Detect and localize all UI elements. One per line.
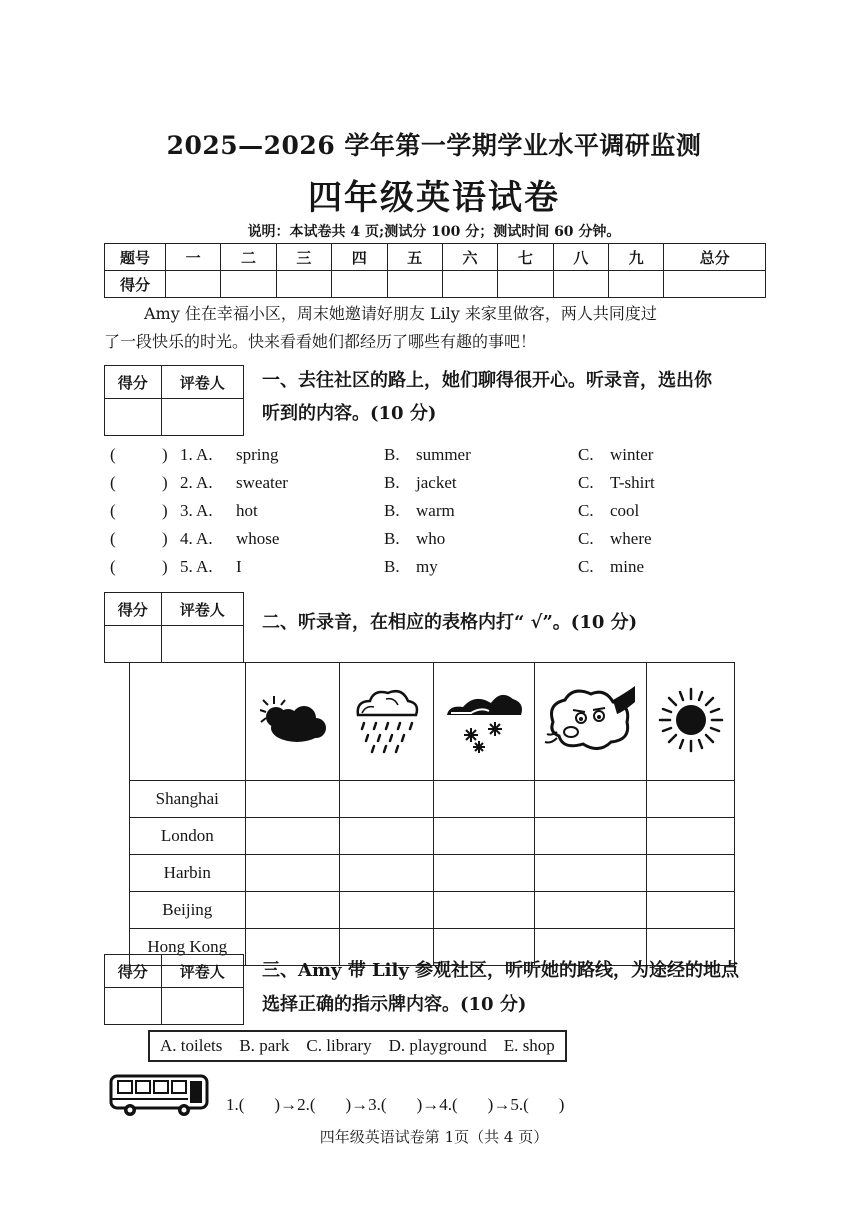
route-end: ) <box>558 1095 565 1114</box>
option-b-text: summer <box>416 445 471 464</box>
sun-icon <box>647 663 735 781</box>
option-c-label: C. <box>578 557 594 576</box>
score-cell[interactable] <box>664 271 766 298</box>
wind-icon <box>535 663 647 781</box>
question-number: 4. A. <box>180 529 213 548</box>
question-row <box>0 445 868 469</box>
option-c-label: C. <box>578 473 594 492</box>
section2-grader-box <box>104 592 244 663</box>
grader-name-label: 评卷人 <box>161 955 243 988</box>
score-cell[interactable] <box>553 271 608 298</box>
section1-title-line1: 一、去往社区的路上，她们聊得很开心。听录音，选出你 <box>262 370 712 391</box>
table-row <box>130 855 735 892</box>
score-table <box>104 243 766 298</box>
tick-cell[interactable] <box>245 855 339 892</box>
option-c-label: C. <box>578 501 594 520</box>
score-cell[interactable] <box>276 271 331 298</box>
grader-score-cell[interactable] <box>105 399 162 436</box>
tick-cell[interactable] <box>339 892 433 929</box>
tick-cell[interactable] <box>245 892 339 929</box>
exam-title-line1: 2025—2026 学年第一学期学业水平调研监测 <box>166 131 702 160</box>
weather-icon-row <box>130 663 735 781</box>
grader-score-label: 得分 <box>105 593 162 626</box>
score-cell[interactable] <box>442 271 497 298</box>
score-cell[interactable] <box>498 271 553 298</box>
table-row <box>130 818 735 855</box>
answer-paren-open[interactable]: ( <box>110 529 116 548</box>
answer-paren-close: ) <box>162 557 168 576</box>
tick-cell[interactable] <box>647 855 735 892</box>
grader-name-cell[interactable] <box>161 626 243 663</box>
question-row <box>0 501 868 525</box>
score-cell[interactable] <box>221 271 276 298</box>
rain-icon <box>339 663 433 781</box>
option-b-label: B. <box>384 445 400 464</box>
tick-cell[interactable] <box>535 781 647 818</box>
bus-icon <box>108 1072 212 1122</box>
score-col-1: 一 <box>166 244 221 271</box>
score-col-9: 九 <box>609 244 664 271</box>
tick-cell[interactable] <box>433 855 535 892</box>
option-b-label: B. <box>384 557 400 576</box>
score-cell[interactable] <box>332 271 387 298</box>
sign-options-box <box>148 1030 567 1062</box>
section3-title-line1: 三、Amy 带 Lily 参观社区，听听她的路线，为途经的地点 <box>262 960 740 981</box>
city-name: Beijing <box>130 892 246 929</box>
tick-cell[interactable] <box>647 892 735 929</box>
exam-note: 说明：本试卷共 4 页;测试分 100 分；测试时间 60 分钟。 <box>247 224 621 240</box>
answer-paren-close: ) <box>162 529 168 548</box>
answer-paren-close: ) <box>162 501 168 520</box>
tick-cell[interactable] <box>647 818 735 855</box>
score-col-3: 三 <box>276 244 331 271</box>
option-b-label: B. <box>384 529 400 548</box>
grader-score-label: 得分 <box>105 366 162 399</box>
section3-grader-box <box>104 954 244 1025</box>
score-cell[interactable] <box>387 271 442 298</box>
grader-name-label: 评卷人 <box>161 593 243 626</box>
answer-paren-open[interactable]: ( <box>110 473 116 492</box>
answer-paren-open[interactable]: ( <box>110 501 116 520</box>
question-row <box>0 529 868 553</box>
route-blank-1[interactable]: 1.( <box>226 1095 245 1114</box>
section2-title: 二、听录音，在相应的表格内打“ √”。(10 分) <box>262 612 638 633</box>
option-e: E. shop <box>503 1036 555 1055</box>
option-c-text: mine <box>610 557 644 576</box>
option-c-label: C. <box>578 445 594 464</box>
option-c-label: C. <box>578 529 594 548</box>
question-number: 1. A. <box>180 445 213 464</box>
question-number: 3. A. <box>180 501 213 520</box>
option-a-text: whose <box>236 529 280 548</box>
tick-cell[interactable] <box>535 818 647 855</box>
route-sequence <box>226 1095 564 1115</box>
tick-cell[interactable] <box>339 855 433 892</box>
option-b-text: warm <box>416 501 455 520</box>
route-blank-4[interactable]: )→4.( <box>416 1095 458 1114</box>
score-table-row2-label: 得分 <box>105 271 166 298</box>
grader-name-cell[interactable] <box>161 399 243 436</box>
intro-line1: Amy 住在幸福小区，周末她邀请好朋友 Lily 来家里做客，两人共同度过 <box>144 304 657 323</box>
table-row <box>130 781 735 818</box>
section1-title-line2: 听到的内容。(10 分) <box>262 403 437 424</box>
score-col-7: 七 <box>498 244 553 271</box>
intro-line2: 了一段快乐的时光。快来看看她们都经历了哪些有趣的事吧！ <box>104 332 537 351</box>
answer-paren-close: ) <box>162 445 168 464</box>
score-table-score-row <box>105 271 766 298</box>
tick-cell[interactable] <box>647 781 735 818</box>
tick-cell[interactable] <box>535 892 647 929</box>
question-row <box>0 473 868 497</box>
question-row <box>0 557 868 581</box>
option-c-text: winter <box>610 445 654 464</box>
section1-grader-box <box>104 365 244 436</box>
tick-cell[interactable] <box>433 818 535 855</box>
option-c-text: cool <box>610 501 640 520</box>
option-d: D. playground <box>388 1036 487 1055</box>
tick-cell[interactable] <box>433 892 535 929</box>
option-b-text: who <box>416 529 446 548</box>
option-b: B. park <box>239 1036 290 1055</box>
grader-name-label: 评卷人 <box>161 366 243 399</box>
city-name: London <box>130 818 246 855</box>
option-c-text: where <box>610 529 652 548</box>
score-col-2: 二 <box>221 244 276 271</box>
score-col-5: 五 <box>387 244 442 271</box>
option-b-text: jacket <box>416 473 457 492</box>
option-c-text: T-shirt <box>610 473 655 492</box>
section3-title-line2: 选择正确的指示牌内容。(10 分) <box>262 994 527 1015</box>
exam-title-line2: 四年级英语试卷 <box>308 178 560 218</box>
page-footer: 四年级英语试卷第 1页（共 4 页） <box>319 1128 549 1146</box>
tick-cell[interactable] <box>245 781 339 818</box>
score-table-header-row <box>105 244 766 271</box>
score-col-8: 八 <box>553 244 608 271</box>
score-table-row1-label: 题号 <box>105 244 166 271</box>
city-name: Harbin <box>130 855 246 892</box>
tick-cell[interactable] <box>433 781 535 818</box>
route-blank-5[interactable]: )→5.( <box>487 1095 529 1114</box>
score-col-4: 四 <box>332 244 387 271</box>
tick-cell[interactable] <box>339 781 433 818</box>
table-row <box>130 892 735 929</box>
option-b-text: my <box>416 557 438 576</box>
option-a: A. toilets <box>160 1036 223 1055</box>
route-blank-3[interactable]: )→3.( <box>345 1095 387 1114</box>
city-name: Shanghai <box>130 781 246 818</box>
route-blank-2[interactable]: )→2.( <box>274 1095 316 1114</box>
answer-paren-close: ) <box>162 473 168 492</box>
score-col-total: 总分 <box>664 244 766 271</box>
option-b-label: B. <box>384 501 400 520</box>
grader-score-cell[interactable] <box>105 626 162 663</box>
option-a-text: sweater <box>236 473 288 492</box>
tick-cell[interactable] <box>535 855 647 892</box>
option-a-text: hot <box>236 501 258 520</box>
score-cell[interactable] <box>609 271 664 298</box>
partly-cloudy-icon <box>245 663 339 781</box>
option-a-text: I <box>236 557 242 576</box>
score-cell[interactable] <box>166 271 221 298</box>
tick-cell[interactable] <box>245 818 339 855</box>
answer-paren-open[interactable]: ( <box>110 557 116 576</box>
score-col-6: 六 <box>442 244 497 271</box>
tick-cell[interactable] <box>339 818 433 855</box>
answer-paren-open[interactable]: ( <box>110 445 116 464</box>
city-name: Hong Kong <box>130 929 246 966</box>
option-b-label: B. <box>384 473 400 492</box>
grader-name-cell[interactable] <box>161 988 243 1025</box>
option-c: C. library <box>306 1036 372 1055</box>
question-number: 2. A. <box>180 473 213 492</box>
option-a-text: spring <box>236 445 279 464</box>
grader-score-cell[interactable] <box>105 988 162 1025</box>
snow-icon <box>433 663 535 781</box>
weather-table <box>129 662 735 966</box>
question-number: 5. A. <box>180 557 213 576</box>
weather-table-corner <box>130 663 246 781</box>
grader-score-label: 得分 <box>105 955 162 988</box>
